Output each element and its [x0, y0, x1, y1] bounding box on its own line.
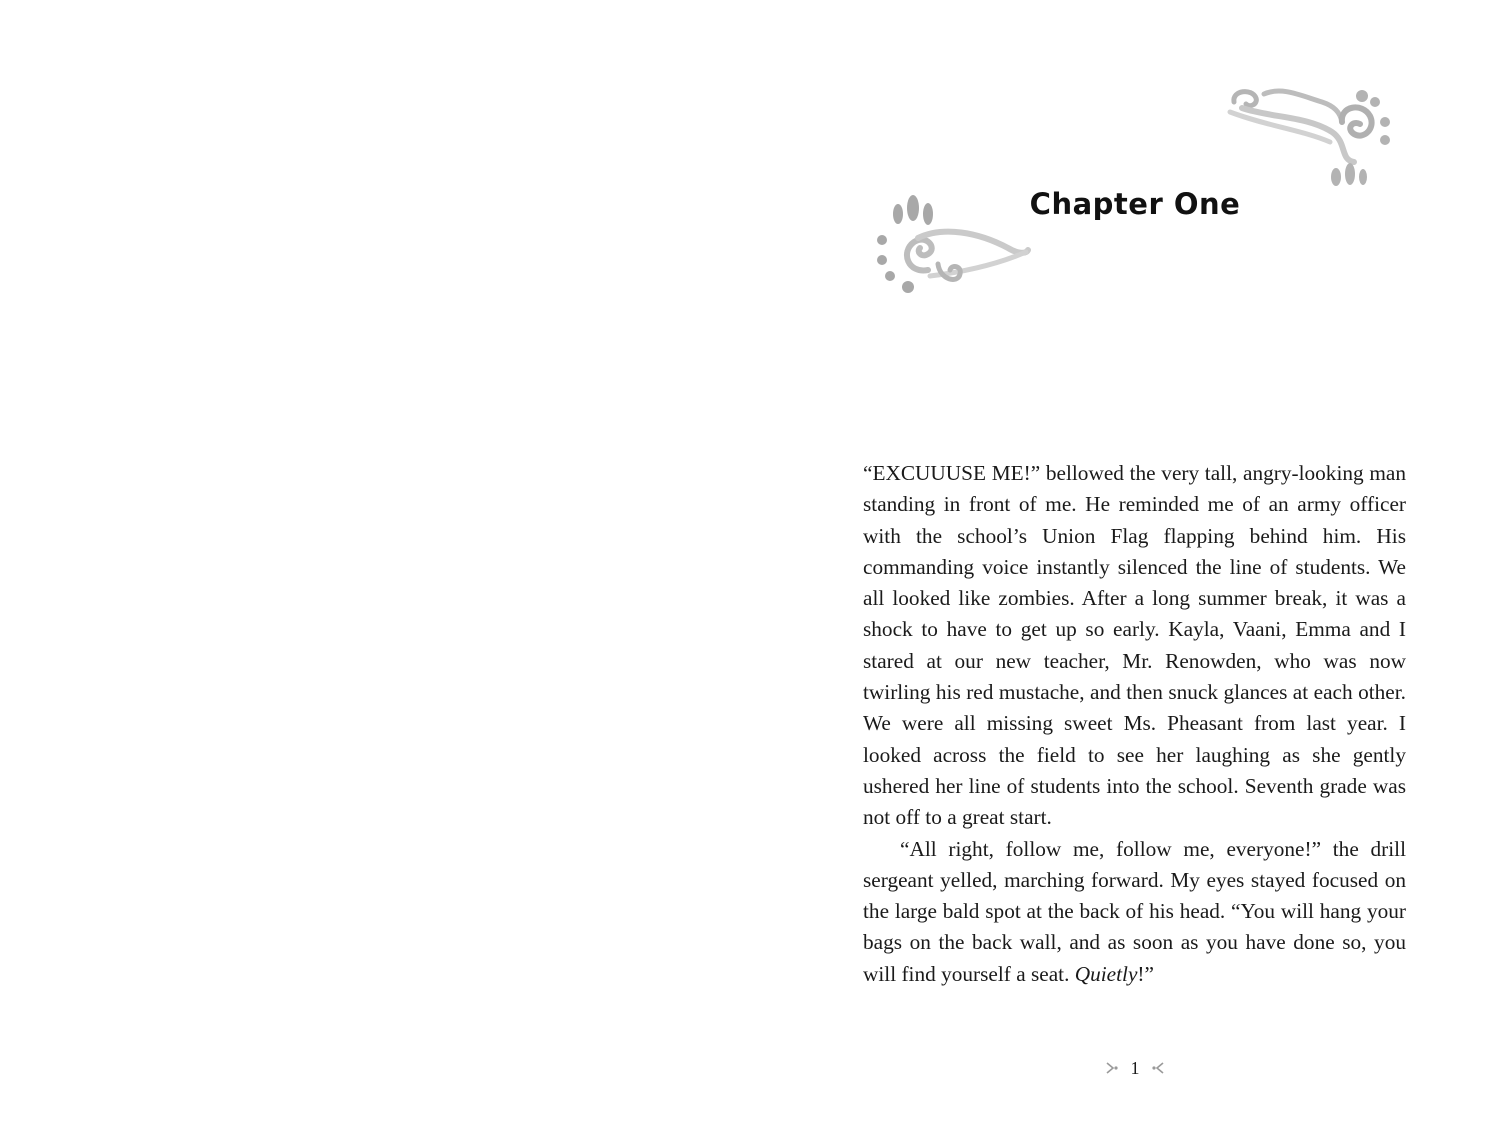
paragraph-1-text: “EXCUUUSE ME!” bellowed the very tall, angry-looking man standing in front of me. He reminded me of an army officer with the school’s Union Flag flapping behind him. His commanding voice instantly silenced the line of students. We all looked like zombies. After a long summer break, it was a shock to have to get up so early. Kayla, Vaani, Emma and I stared at our new teacher, Mr. Renowden, who was now twirling his red mustache, and then snuck glances at each other. We were all missing sweet Ms. Pheasant from last year. I looked across the field to see her laughing as she gently ushered her line of students into the school. Seventh grade was not off to a great start.: [863, 461, 1406, 830]
chapter-body: [863, 458, 1406, 990]
page-number: [1095, 1056, 1175, 1082]
paragraph-2-text: “All right, follow me, follow me, everyone!” the drill sergeant yelled, marching forward. My eyes stayed focused on the large bald spot at the back of his head. “You will hang your bags on the back wall, and as soon as you have done so, you will find yourself a seat.: [863, 836, 1406, 986]
swirl-flourish-icon: [868, 192, 1033, 297]
paragraph-2: [863, 834, 1406, 990]
page-number-text: 1: [1130, 1058, 1140, 1078]
paragraph-2-ending: !”: [1137, 961, 1154, 986]
paragraph-1: [863, 458, 1406, 834]
chapter-title: Chapter One: [1029, 187, 1241, 222]
paragraph-2-emphasis: Quietly: [1074, 961, 1138, 986]
swirl-flourish-icon: [1222, 82, 1397, 192]
chevron-left-ornament-icon: [1151, 1061, 1165, 1075]
